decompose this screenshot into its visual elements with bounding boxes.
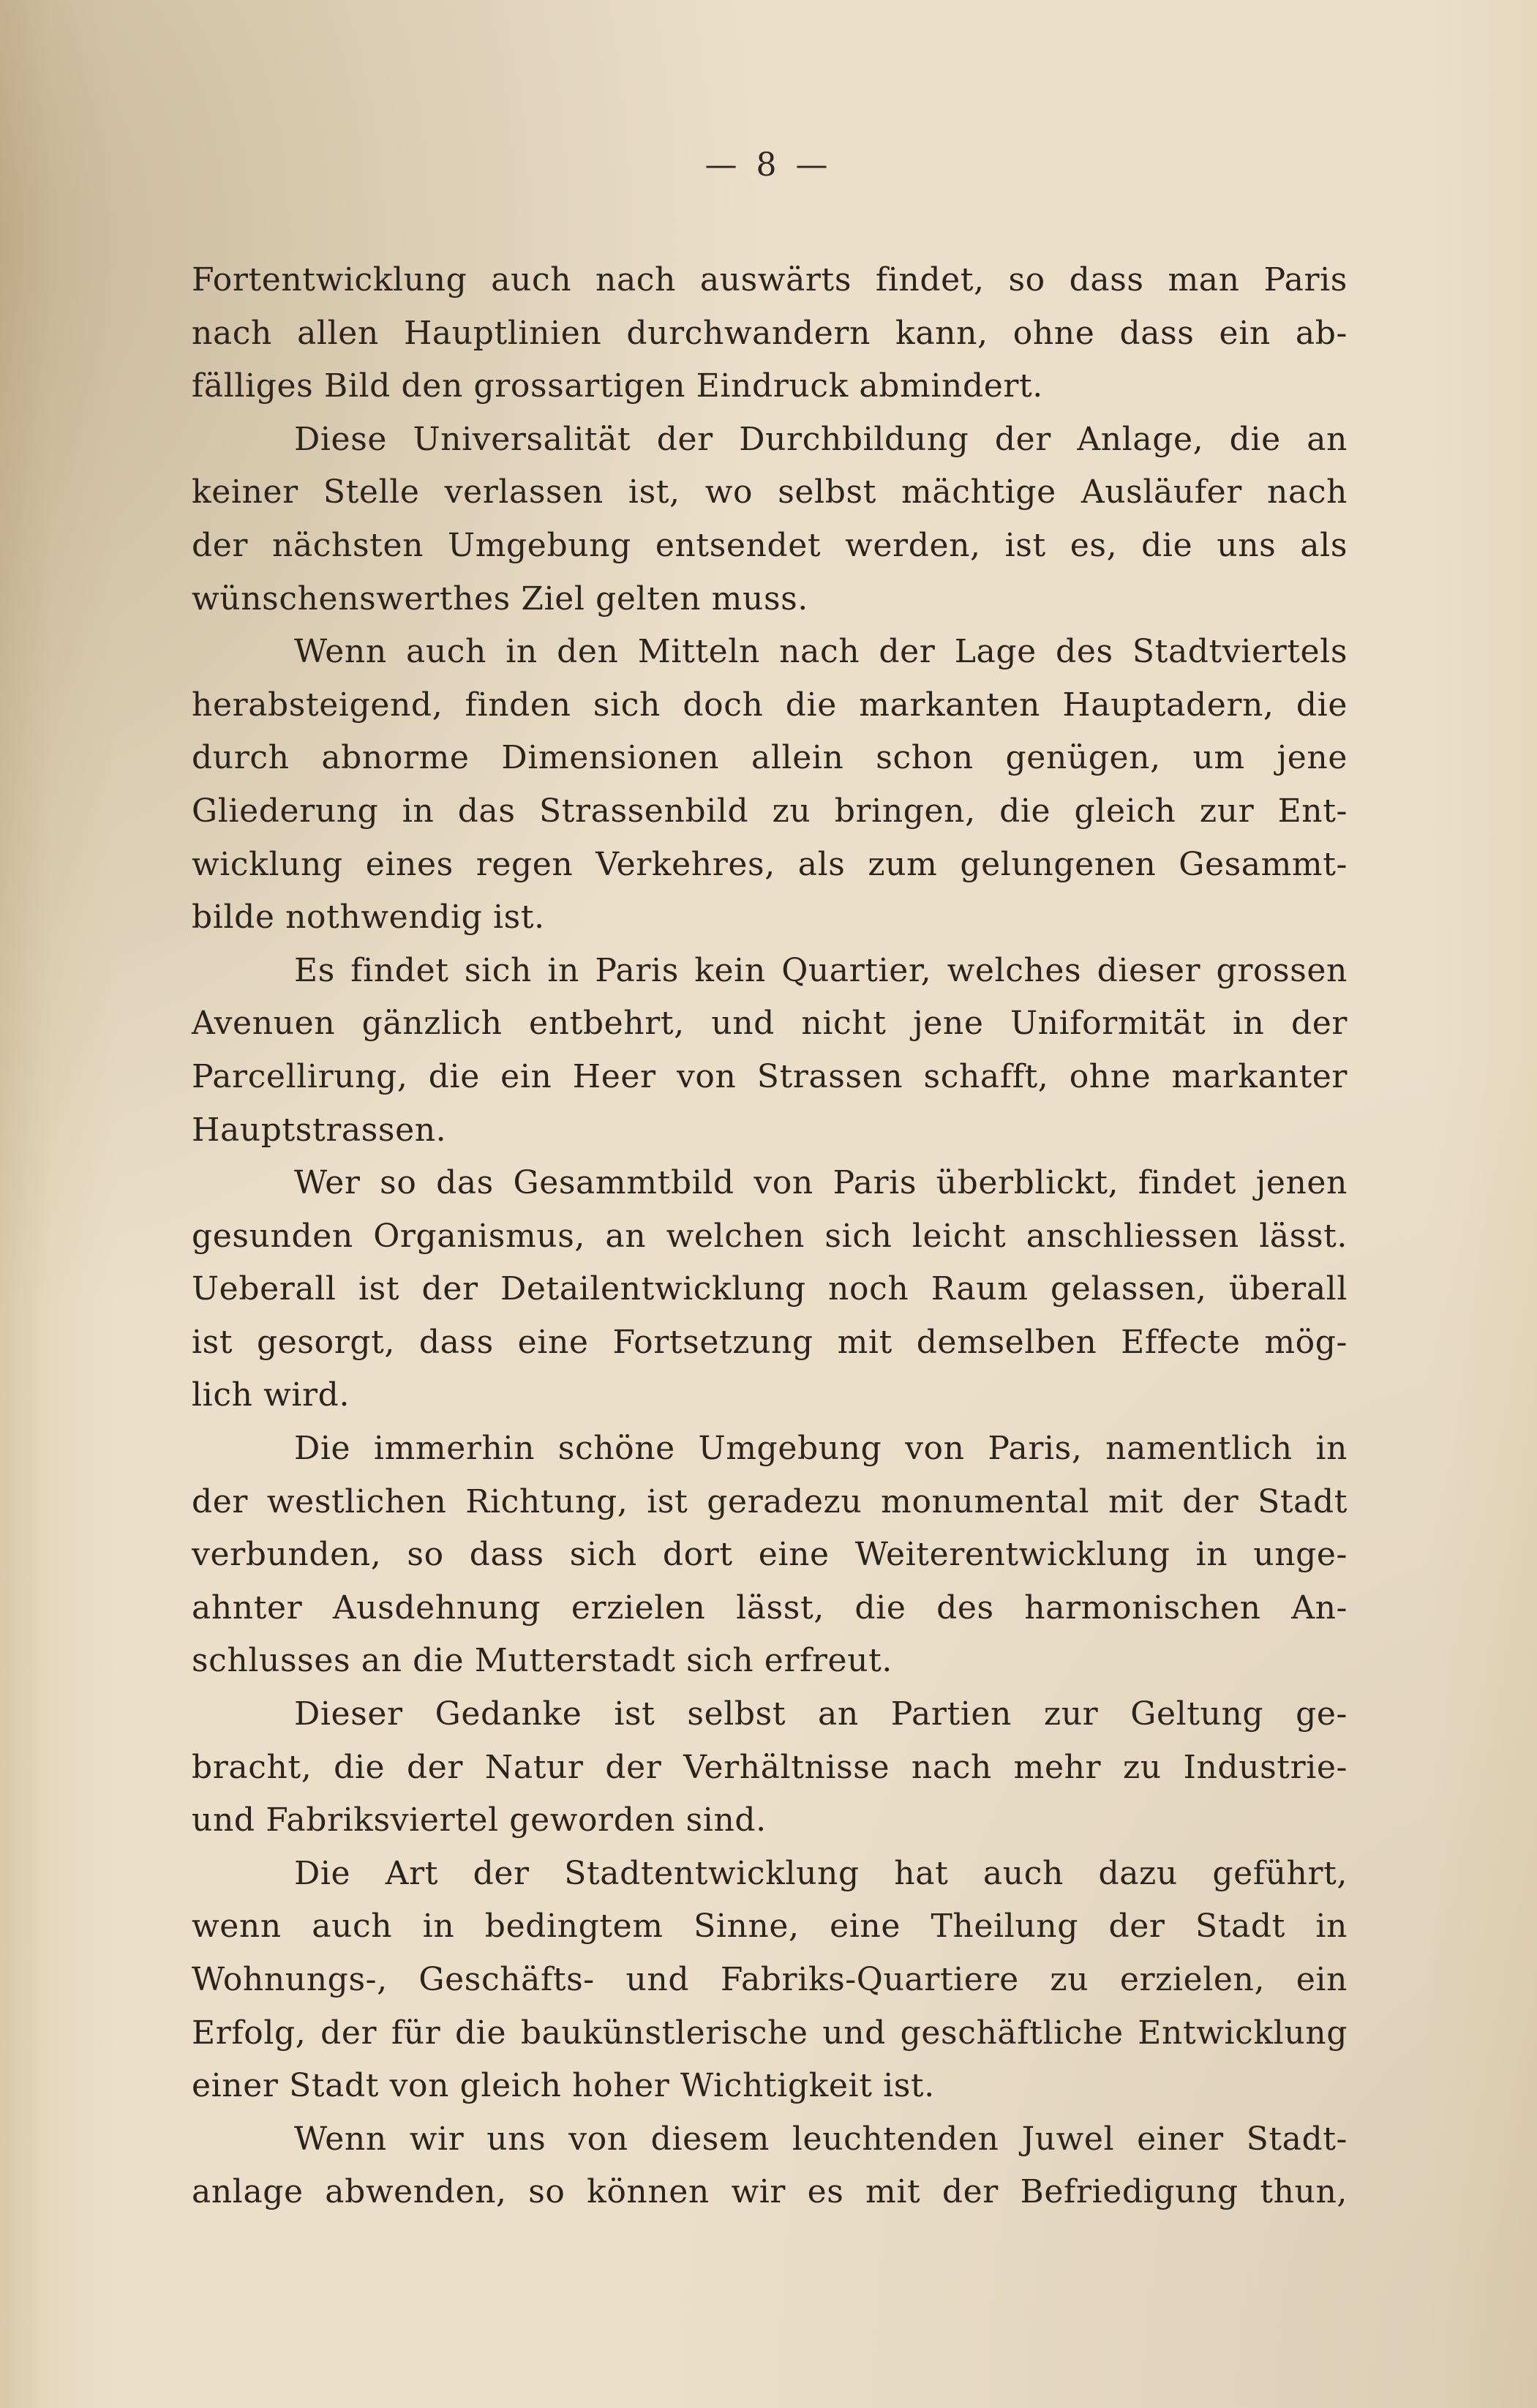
text-line: Avenuen gänzlich entbehrt, und nicht jene Uniformität in der: [192, 1005, 1348, 1043]
text-line: Hauptstrassen.: [192, 1111, 447, 1149]
text-line: Wohnungs-, Geschäfts- und Fabriks-Quartiere zu erzielen, ein: [192, 1961, 1348, 1998]
text-line: Gliederung in das Strassenbild zu bringen, die gleich zur Ent-: [192, 792, 1348, 830]
text-line: Es findet sich in Paris kein Quartier, welches dieser grossen: [294, 951, 1348, 989]
text-line: herabsteigend, finden sich doch die markanten Hauptadern, die: [192, 686, 1348, 724]
text-line: Wenn wir uns von diesem leuchtenden Juwel einer Stadt-: [294, 2120, 1348, 2158]
text-line: Dieser Gedanke ist selbst an Partien zur Geltung ge-: [294, 1695, 1348, 1733]
text-line: Die Art der Stadtentwicklung hat auch dazu geführt,: [294, 1854, 1348, 1892]
paragraph-3: [192, 626, 1348, 945]
text-line: durch abnorme Dimensionen allein schon genügen, um jene: [192, 739, 1348, 777]
text-line: nach allen Hauptlinien durchwandern kann, ohne dass ein ab-: [192, 314, 1348, 352]
text-line: fälliges Bild den grossartigen Eindruck abmindert.: [192, 367, 1043, 405]
paragraph-8: [192, 1848, 1348, 2113]
paragraph-2: [192, 413, 1348, 626]
text-line: Parcellirung, die ein Heer von Strassen schafft, ohne markanter: [192, 1057, 1348, 1095]
text-line: anlage abwenden, so können wir es mit der Befriedigung thun,: [192, 2173, 1348, 2211]
text-line: der nächsten Umgebung entsendet werden, ist es, die uns als: [192, 526, 1348, 564]
paragraph-1: [192, 254, 1348, 413]
text-line: Wer so das Gesammtbild von Paris überblickt, findet jenen: [294, 1164, 1348, 1202]
text-line: ist gesorgt, dass eine Fortsetzung mit demselben Effecte mög-: [192, 1323, 1348, 1361]
text-line: lich wird.: [192, 1376, 350, 1414]
paragraph-9: [192, 2113, 1348, 2219]
text-line: Wenn auch in den Mitteln nach der Lage des Stadtviertels: [294, 633, 1348, 671]
text-line: verbunden, so dass sich dort eine Weiterentwicklung in unge-: [192, 1536, 1348, 1574]
text-line: keiner Stelle verlassen ist, wo selbst mächtige Ausläufer nach: [192, 473, 1348, 511]
text-line: gesunden Organismus, an welchen sich leicht anschliessen lässt.: [192, 1217, 1348, 1255]
text-line: wicklung eines regen Verkehres, als zum gelungenen Gesammt-: [192, 845, 1348, 883]
text-line: bilde nothwendig ist.: [192, 899, 545, 937]
text-line: und Fabriksviertel geworden sind.: [192, 1801, 767, 1839]
text-line: Fortentwicklung auch nach auswärts findet, so dass man Paris: [192, 261, 1348, 299]
body-text: [192, 254, 1348, 2219]
text-line: wünschenswerthes Ziel gelten muss.: [192, 580, 808, 618]
text-line: Diese Universalität der Durchbildung der Anlage, die an: [294, 420, 1348, 458]
text-line: schlusses an die Mutterstadt sich erfreut.: [192, 1642, 892, 1680]
text-line: ahnter Ausdehnung erzielen lässt, die des harmonischen An-: [192, 1589, 1348, 1627]
text-line: bracht, die der Natur der Verhältnisse nach mehr zu Industrie-: [192, 1748, 1348, 1786]
paragraph-5: [192, 1157, 1348, 1422]
text-line: der westlichen Richtung, ist geradezu monumental mit der Stadt: [192, 1482, 1348, 1520]
paragraph-6: [192, 1422, 1348, 1688]
text-line: Die immerhin schöne Umgebung von Paris, namentlich in: [294, 1430, 1348, 1468]
text-line: Ueberall ist der Detailentwicklung noch Raum gelassen, überall: [192, 1270, 1348, 1308]
text-line: wenn auch in bedingtem Sinne, eine Theilung der Stadt in: [192, 1908, 1348, 1946]
page-number: — 8 —: [704, 146, 833, 184]
text-line: einer Stadt von gleich hoher Wichtigkeit ist.: [192, 2067, 935, 2105]
paragraph-4: [192, 945, 1348, 1157]
paragraph-7: [192, 1688, 1348, 1848]
text-line: Erfolg, der für die baukünstlerische und geschäftliche Entwicklung: [192, 2014, 1348, 2052]
